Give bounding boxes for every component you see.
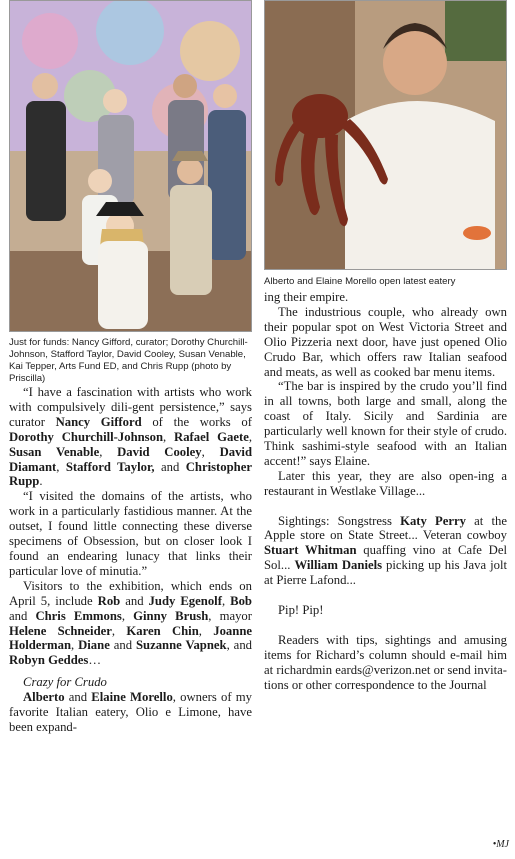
paragraph-visitors: Visitors to the exhibition, which ends on April 5, include Rob and Judy Egenolf, Bob and Chris Emmons, Ginny Brush, mayor Helene Schneider, Karen Chin, Joanne Holderman, Diane and Suzanne Vapnek, and Robyn Geddes… xyxy=(9,578,253,668)
right-article-text xyxy=(264,290,507,692)
group-photo xyxy=(9,0,252,332)
spacer xyxy=(264,499,507,514)
right-column xyxy=(264,0,507,692)
paragraph-westlake: Later this year, they are also open-ing a restaurant in Westlake Village... xyxy=(264,468,507,498)
paragraph-pip-pip: Pip! Pip! xyxy=(278,603,324,617)
spacer xyxy=(264,588,507,603)
paragraph-sightings: Sightings: Songstress Katy Perry at the Apple store on State Street... Veteran cowboy Stuart Whitman quaffing vino at Cafe Del Sol... William Daniels picking up his Java jolt at Pierre Lafond... xyxy=(264,513,508,588)
left-column xyxy=(9,0,252,735)
group-photo-caption: Just for funds: Nancy Gifford, curator; Dorothy Churchill-Johnson, Stafford Taylor, David Cooley, Susan Venable, Kai Tepper, Arts Fund ED, and Chris Rupp (photo by Priscilla) xyxy=(9,337,248,384)
paragraph-bar-inspired: “The bar is inspired by the crudo you’ll find in all towns, both large and small, along the coast of Italy. Sicily and Sardinia are particularly well known for their style of crudo. Think sashimi-style seafood with an Italian accent!” says Elaine. xyxy=(264,379,507,468)
chef-photo-illustration xyxy=(265,1,506,269)
paragraph-visited-domains: “I visited the domains of the artists, who work in a particularly fastidious manner. At the outset, I found little connecting these diverse specimens of Obsession, but on closer look I found an endearing lunacy that links their particular love of minutia.” xyxy=(9,489,252,578)
left-article-text xyxy=(9,385,252,735)
group-photo-illustration xyxy=(10,1,251,331)
paragraph-morello-owners: Alberto and Elaine Morello, owners of my favorite Italian eatery, Olio e Limone, have been expand- xyxy=(9,690,252,734)
signoff-mark: •MJ xyxy=(492,839,509,850)
paragraph-industrious-couple: The industrious couple, who already own their popular spot on West Victoria Street and Olio Pizzeria next door, have just opened Olio Crudo Bar, which offers raw Italian seafood and meats, as well as cooked bar menu items. xyxy=(264,304,507,379)
paragraph-continuation: ing their empire. xyxy=(264,290,349,304)
chef-photo-caption: Alberto and Elaine Morello open latest eatery xyxy=(264,276,456,287)
subhead-crazy-for-crudo: Crazy for Crudo xyxy=(23,675,107,690)
spacer xyxy=(264,618,507,633)
paragraph-fascination: “I have a fascination with artists who work with compulsively dili-gent persistence,” says curator Nancy Gifford of the works of Dorothy Churchill-Johnson, Rafael Gaete, Susan Venable, David Cooley, David Diamant, Stafford Taylor, and Christopher Rupp. xyxy=(9,385,253,489)
chef-photo xyxy=(264,0,507,270)
paragraph-readers-tips: Readers with tips, sightings and amusing items for Richard’s column should e-mail him at richardmin eards@verizon.net or send invita-tions or other correspondence to the Journal xyxy=(264,632,507,692)
